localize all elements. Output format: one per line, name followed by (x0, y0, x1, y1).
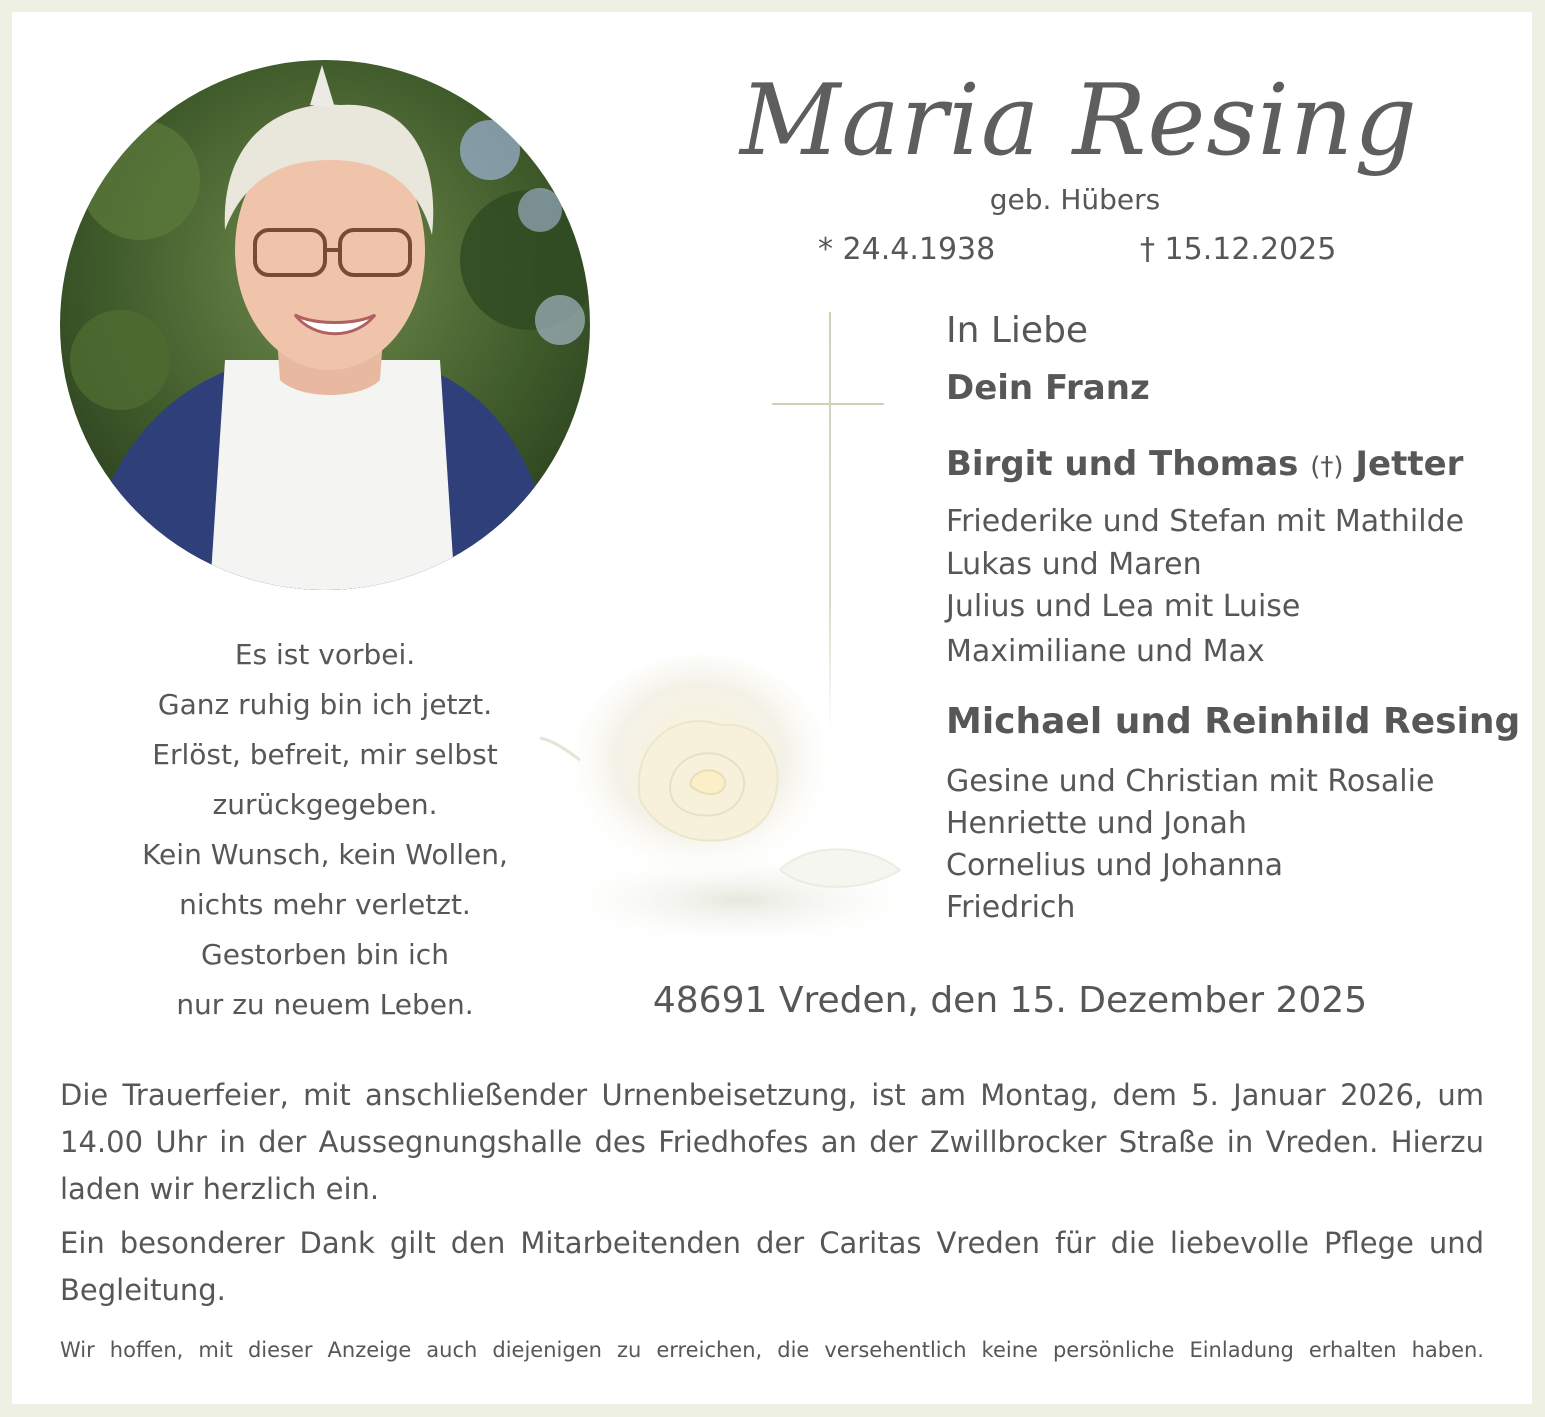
poem-line: Es ist vorbei. (234, 638, 416, 671)
poem-line: Gestorben bin ich (201, 938, 449, 971)
death-date: † 15.12.2025 (1140, 232, 1337, 267)
poem-line: zurückgegeben. (212, 788, 438, 821)
group-1-surname: Jetter (1355, 444, 1464, 484)
family-group-2-head: Michael und Reinhild Resing (946, 701, 1521, 742)
poem-line: Ganz ruhig bin ich jetzt. (157, 688, 493, 721)
cross-horizontal (772, 403, 884, 405)
family-member: Lukas und Maren (946, 547, 1202, 582)
deceased-name: Maria Resing (740, 64, 1418, 178)
place-date: 48691 Vreden, den 15. Dezember 2025 (652, 980, 1368, 1021)
thanks-text: Ein besonderer Dank gilt den Mitarbeitenden der Caritas Vreden für die liebevolle Pflege und Begleitung. (60, 1226, 1484, 1307)
family-member: Julius und Lea mit Luise (946, 589, 1301, 624)
intro-text: In Liebe (946, 310, 1089, 351)
portrait-photo (60, 60, 590, 590)
dagger-mark: (†) (1310, 452, 1344, 482)
spouse-name: Dein Franz (946, 368, 1150, 408)
family-member: Cornelius und Johanna (946, 848, 1284, 883)
poem-line: Erlöst, befreit, mir selbst (152, 738, 498, 771)
group-1-names: Birgit und Thomas (946, 444, 1299, 484)
birth-date: * 24.4.1938 (818, 232, 996, 267)
white-rose-image (520, 650, 940, 954)
family-member: Maximiliane und Max (946, 634, 1265, 669)
family-member: Gesine und Christian mit Rosalie (946, 764, 1435, 799)
family-member: Friederike und Stefan mit Mathilde (946, 504, 1465, 539)
poem-line: Kein Wunsch, kein Wollen, (142, 838, 508, 871)
poem (100, 630, 550, 1030)
family-member: Henriette und Jonah (946, 806, 1247, 841)
poem-line: nichts mehr verletzt. (179, 888, 471, 921)
poem-line: nur zu neuem Leben. (176, 988, 474, 1021)
invitation-note: Wir hoffen, mit dieser Anzeige auch diejenigen zu erreichen, die versehentlich keine persönliche Einladung erhalten haben. (60, 1338, 1484, 1362)
maiden-name: geb. Hübers (989, 183, 1161, 216)
family-member: Friedrich (946, 890, 1076, 925)
funeral-info: Die Trauerfeier, mit anschließender Urnenbeisetzung, ist am Montag, dem 5. Januar 2026, um 14.00 Uhr in der Aussegnungshalle des Friedhofes an der Zwillbrocker Straße in Vreden. Hierzu laden wir herzlich ein. (60, 1078, 1484, 1206)
family-group-1-head (946, 444, 1463, 487)
